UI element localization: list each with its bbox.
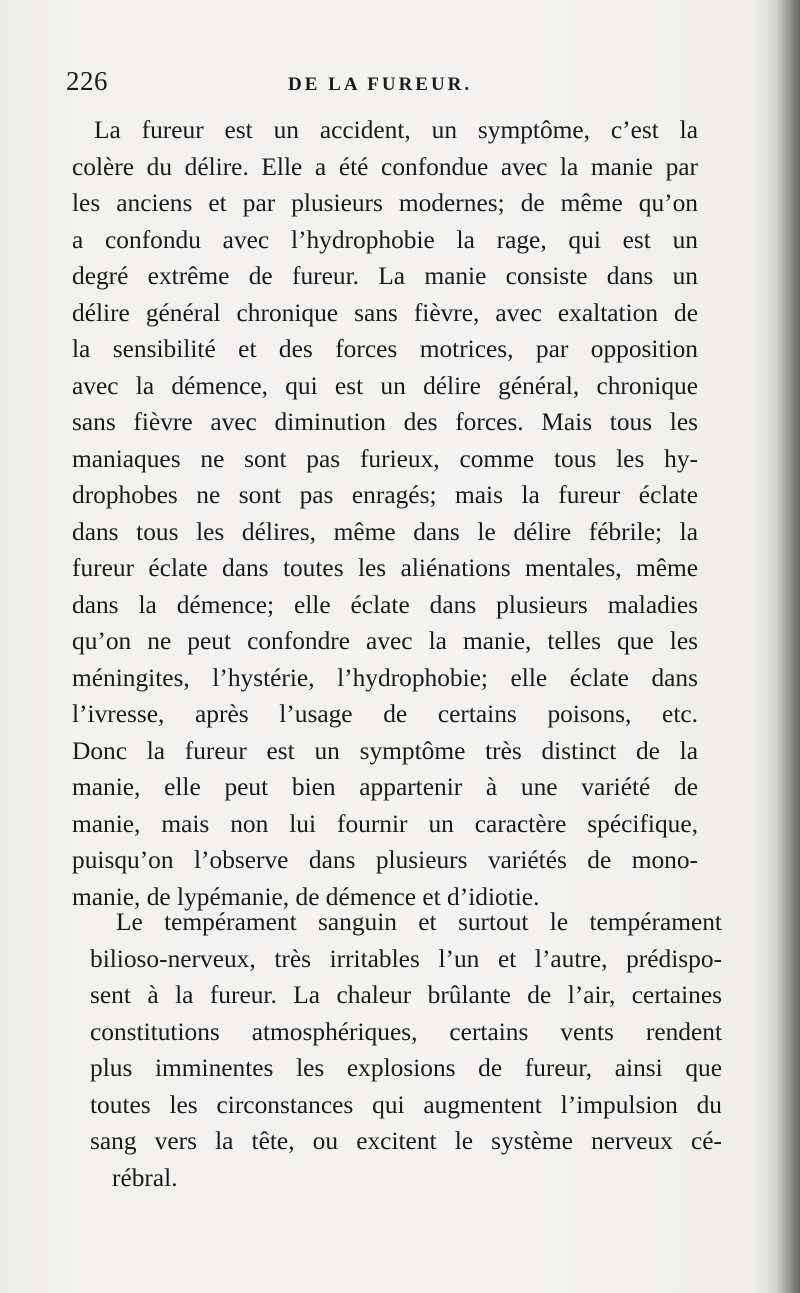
text-line: La fureur est un accident, un symptôme, c’est la bbox=[94, 116, 698, 144]
page-header bbox=[66, 66, 716, 102]
text-line: drophobes ne sont pas enragés; mais la fureur éclate bbox=[72, 481, 698, 509]
text-line: la sensibilité et des forces motrices, par opposition bbox=[72, 335, 698, 363]
text-line: plus imminentes les explosions de fureur, ainsi que bbox=[90, 1054, 722, 1082]
text-line: Le tempérament sanguin et surtout le tempérament bbox=[116, 908, 722, 936]
text-line: avec la démence, qui est un délire général, chronique bbox=[72, 371, 698, 400]
text-line: bilioso-nerveux, très irritables l’un et l’autre, prédispo- bbox=[90, 944, 722, 973]
text-line: manie, mais non lui fournir un caractère spécifique, bbox=[72, 809, 698, 838]
text-line: les anciens et par plusieurs modernes; de même qu’on bbox=[72, 189, 698, 217]
page-number: 226 bbox=[66, 66, 108, 96]
text-line: toutes les circonstances qui augmentent l’impulsion du bbox=[90, 1090, 722, 1119]
text-line: manie, elle peut bien appartenir à une variété de bbox=[72, 773, 698, 801]
text-line: fureur éclate dans toutes les aliénations mentales, même bbox=[72, 554, 698, 582]
text-line: l’ivresse, après l’usage de certains poisons, etc. bbox=[72, 700, 698, 728]
page-edge-shadow bbox=[770, 0, 800, 1293]
paragraph-2 bbox=[90, 904, 722, 1196]
text-line: colère du délire. Elle a été confondue avec la manie par bbox=[72, 152, 698, 181]
text-line: maniaques ne sont pas furieux, comme tous les hy- bbox=[72, 444, 698, 473]
text-line: a confondu avec l’hydrophobie la rage, qui est un bbox=[72, 225, 698, 254]
text-line: manie, de lypémanie, de démence et d’idiotie. bbox=[72, 882, 540, 911]
text-line: qu’on ne peut confondre avec la manie, telles que les bbox=[72, 627, 698, 655]
paragraph-1 bbox=[72, 112, 698, 915]
running-head: DE LA FUREUR. bbox=[288, 74, 473, 95]
text-line: sans fièvre avec diminution des forces. Mais tous les bbox=[72, 408, 698, 436]
text-line: Donc la fureur est un symptôme très distinct de la bbox=[72, 736, 698, 765]
text-line: puisqu’on l’observe dans plusieurs variétés de mono- bbox=[72, 846, 698, 874]
text-line: constitutions atmosphériques, certains vents rendent bbox=[90, 1017, 722, 1046]
text-line: degré extrême de fureur. La manie consiste dans un bbox=[72, 262, 698, 290]
text-line: rébral. bbox=[112, 1163, 178, 1192]
text-line: méningites, l’hystérie, l’hydrophobie; elle éclate dans bbox=[72, 663, 698, 692]
text-line: délire général chronique sans fièvre, avec exaltation de bbox=[72, 298, 698, 327]
text-line: dans la démence; elle éclate dans plusieurs maladies bbox=[72, 590, 698, 619]
text-line: sent à la fureur. La chaleur brûlante de l’air, certaines bbox=[90, 981, 722, 1009]
text-line: dans tous les délires, même dans le délire fébrile; la bbox=[72, 517, 698, 546]
text-line: sang vers la tête, ou excitent le système nerveux cé- bbox=[90, 1127, 722, 1155]
